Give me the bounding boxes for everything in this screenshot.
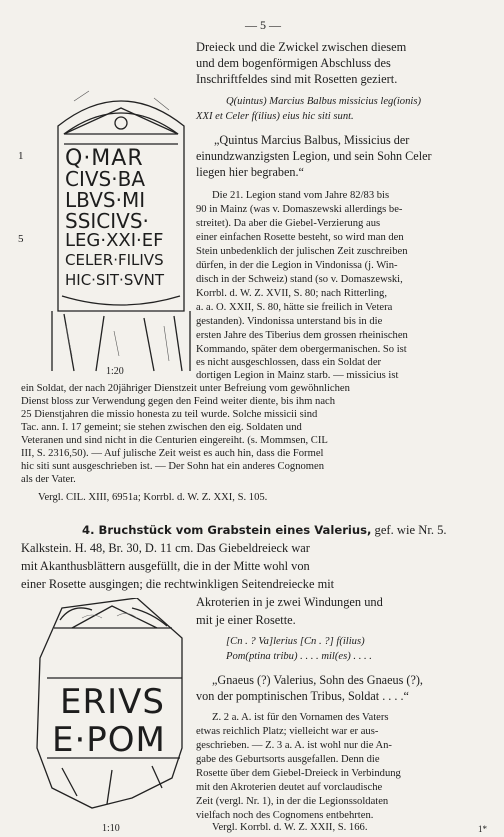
inscription-line: CELER·FILIVS — [65, 251, 164, 269]
scale-label: 1:20 — [106, 366, 124, 377]
inscription-line: CIVS·BA — [65, 167, 145, 191]
scale-label: 1:10 — [102, 823, 120, 834]
inscription-line: Q·MAR — [65, 146, 144, 171]
page-number: — 5 — — [245, 18, 281, 32]
signature-mark: 1* — [478, 824, 487, 834]
inscription-line: LBVS·MI — [65, 188, 146, 212]
reference-2: Vergl. Korrbl. d. W. Z. XXII, S. 166. — [212, 822, 368, 833]
inscription-line: HIC·SIT·SVNT — [65, 271, 164, 289]
line-number: 5 — [18, 233, 24, 245]
inscription-line: E·POM — [52, 720, 166, 760]
inscription-line: LEG·XXI·EF — [65, 230, 164, 251]
line-number: 1 — [18, 150, 24, 162]
inscription-line: SSICIVS· — [65, 209, 149, 233]
inscription-line: ERIVS — [60, 682, 165, 722]
section-4-heading: 4. Bruchstück vom Grabstein eines Valerius, gef. wie Nr. 5. — [82, 523, 447, 537]
reference-1: Vergl. CIL. XIII, 6951a; Korrbl. d. W. Z. XXI, S. 105. — [38, 492, 268, 503]
